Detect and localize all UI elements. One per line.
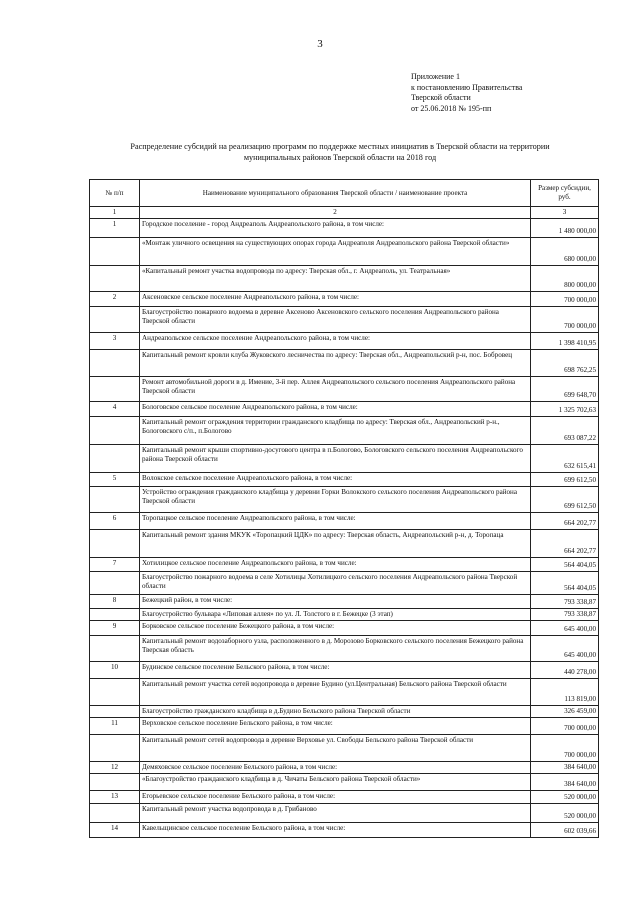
row-number bbox=[90, 350, 140, 377]
row-amount: 793 338,87 bbox=[531, 609, 599, 621]
row-amount: 520 000,00 bbox=[531, 804, 599, 823]
row-name: Ремонт автомобильной дороги в д. Имение, 3-й пер. Аллея Андреапольского сельского поселения Андреапольского района Тверской области bbox=[140, 377, 531, 402]
row-name: Благоустройство гражданского кладбища в д.Будино Бельского района Тверской области bbox=[140, 706, 531, 718]
row-number: 4 bbox=[90, 402, 140, 417]
row-amount: 326 459,00 bbox=[531, 706, 599, 718]
table-row bbox=[90, 791, 599, 804]
table-row bbox=[90, 718, 599, 735]
subsidy-table bbox=[89, 179, 599, 838]
table-row bbox=[90, 774, 599, 791]
row-amount: 699 612,50 bbox=[531, 487, 599, 513]
row-name: «Благоустройство гражданского кладбища в д. Чичаты Бельского района Тверской области» bbox=[140, 774, 531, 791]
row-number: 14 bbox=[90, 823, 140, 838]
appendix-line: к постановлению Правительства bbox=[411, 82, 523, 92]
table-row bbox=[90, 706, 599, 718]
row-amount: 384 640,00 bbox=[531, 774, 599, 791]
row-name: Егорьевское сельское поселение Бельского района, в том числе: bbox=[140, 791, 531, 804]
row-amount: 693 087,22 bbox=[531, 417, 599, 445]
row-number bbox=[90, 804, 140, 823]
row-name: Верховское сельское поселение Бельского района, в том числе: bbox=[140, 718, 531, 735]
row-amount: 699 612,50 bbox=[531, 473, 599, 487]
row-number: 5 bbox=[90, 473, 140, 487]
row-number: 8 bbox=[90, 595, 140, 609]
table-row bbox=[90, 679, 599, 706]
row-number: 3 bbox=[90, 333, 140, 350]
row-name: Торопацкое сельское поселение Андреапольского района, в том числе: bbox=[140, 513, 531, 530]
row-number bbox=[90, 417, 140, 445]
row-amount: 700 000,00 bbox=[531, 718, 599, 735]
table-row bbox=[90, 636, 599, 662]
table-row bbox=[90, 621, 599, 636]
row-amount: 1 480 000,00 bbox=[531, 219, 599, 238]
table-row bbox=[90, 662, 599, 679]
row-number bbox=[90, 636, 140, 662]
appendix-line: Приложение 1 bbox=[411, 72, 460, 81]
table-row bbox=[90, 513, 599, 530]
row-number: 12 bbox=[90, 762, 140, 774]
row-name: Капитальный ремонт участка сетей водопровода в деревне Будино (ул.Центральная) Бельского района Тверской области bbox=[140, 679, 531, 706]
row-number bbox=[90, 487, 140, 513]
table-row bbox=[90, 350, 599, 377]
table-row bbox=[90, 735, 599, 762]
table-row bbox=[90, 558, 599, 572]
row-amount: 700 000,00 bbox=[531, 292, 599, 307]
row-amount: 664 202,77 bbox=[531, 513, 599, 530]
row-amount: 645 400,00 bbox=[531, 621, 599, 636]
row-name: Капитальный ремонт сетей водопровода в деревне Верховье ул. Свободы Бельского района Тверской области bbox=[140, 735, 531, 762]
row-number bbox=[90, 307, 140, 333]
row-name: «Монтаж уличного освещения на существующих опорах города Андреаполя Андреапольского района Тверской области» bbox=[140, 238, 531, 266]
table-body bbox=[90, 219, 599, 838]
row-name: Волокское сельское поселение Андреапольского района, в том числе: bbox=[140, 473, 531, 487]
table-row bbox=[90, 402, 599, 417]
appendix-line: от 25.06.2018 № 195-пп bbox=[411, 103, 492, 113]
table-row bbox=[90, 823, 599, 838]
row-number bbox=[90, 445, 140, 473]
row-name: Бологовское сельское поселение Андреапольского района, в том числе: bbox=[140, 402, 531, 417]
row-name: «Капитальный ремонт участка водопровода по адресу: Тверская обл., г. Андреаполь, ул. Театральная» bbox=[140, 266, 531, 292]
row-name: Демяховское сельское поселение Бельского района, в том числе: bbox=[140, 762, 531, 774]
table-row bbox=[90, 266, 599, 292]
table-index-row bbox=[90, 207, 599, 219]
row-name: Устройство ограждения гражданского кладбища у деревни Горки Волокского сельского поселения Андреапольского района Тверской области bbox=[140, 487, 531, 513]
row-amount: 698 762,25 bbox=[531, 350, 599, 377]
row-number: 7 bbox=[90, 558, 140, 572]
table-row bbox=[90, 530, 599, 558]
row-name: Капитальный ремонт ограждения территории гражданского кладбища по адресу: Тверская обл., Андреапольский р-н., Бологовского с/п., п.Бологово bbox=[140, 417, 531, 445]
row-amount: 645 400,00 bbox=[531, 636, 599, 662]
row-amount: 564 404,05 bbox=[531, 558, 599, 572]
row-number: 9 bbox=[90, 621, 140, 636]
appendix-line: Тверской области bbox=[411, 93, 471, 102]
row-number: 10 bbox=[90, 662, 140, 679]
row-number bbox=[90, 530, 140, 558]
row-name: Капитальный ремонт участка водопровода в д. Грибаново bbox=[140, 804, 531, 823]
table-row bbox=[90, 595, 599, 609]
row-number bbox=[90, 735, 140, 762]
row-name: Бежецкий район, в том числе: bbox=[140, 595, 531, 609]
row-name: Капитальный ремонт водозаборного узла, расположенного в д. Морозово Борковского сельского поселения Бежецкого района Тверская область bbox=[140, 636, 531, 662]
header-number: № п/п bbox=[90, 180, 140, 207]
row-name: Будинское сельское поселение Бельского района, в том числе: bbox=[140, 662, 531, 679]
row-amount: 793 338,87 bbox=[531, 595, 599, 609]
table-header-row bbox=[90, 180, 599, 207]
index-cell: 2 bbox=[140, 207, 531, 219]
table-row bbox=[90, 417, 599, 445]
row-name: Капитальный ремонт крыши спортивно-досугового центра в п.Бологово, Бологовского сельского поселения Андреапольского района Тверской области bbox=[140, 445, 531, 473]
table-row bbox=[90, 804, 599, 823]
row-number: 2 bbox=[90, 292, 140, 307]
index-cell: 3 bbox=[531, 207, 599, 219]
row-name: Аксеновское сельское поселение Андреапольского района, в том числе: bbox=[140, 292, 531, 307]
row-amount: 800 000,00 bbox=[531, 266, 599, 292]
table-row bbox=[90, 307, 599, 333]
row-amount: 520 000,00 bbox=[531, 791, 599, 804]
row-name: Кавельщинское сельское поселение Бельского района, в том числе: bbox=[140, 823, 531, 838]
row-number: 13 bbox=[90, 791, 140, 804]
table-row bbox=[90, 609, 599, 621]
appendix-block bbox=[411, 72, 522, 114]
table-row bbox=[90, 238, 599, 266]
row-amount: 1 398 410,95 bbox=[531, 333, 599, 350]
table-row bbox=[90, 445, 599, 473]
row-amount: 602 039,66 bbox=[531, 823, 599, 838]
row-number bbox=[90, 266, 140, 292]
row-number bbox=[90, 238, 140, 266]
row-amount: 564 404,05 bbox=[531, 572, 599, 595]
row-name: Борковское сельское поселение Бежецкого района, в том числе: bbox=[140, 621, 531, 636]
table-row bbox=[90, 487, 599, 513]
row-amount: 440 278,00 bbox=[531, 662, 599, 679]
row-name: Городское поселение - город Андреаполь Андреапольского района, в том числе: bbox=[140, 219, 531, 238]
table-row bbox=[90, 292, 599, 307]
header-name: Наименование муниципального образования Тверской области / наименование проекта bbox=[140, 180, 531, 207]
row-name: Капитальный ремонт здания МКУК «Торопацкий ЦДК» по адресу: Тверская область, Андреапольский р-н, д. Торопаца bbox=[140, 530, 531, 558]
row-amount: 699 648,70 bbox=[531, 377, 599, 402]
row-amount: 680 000,00 bbox=[531, 238, 599, 266]
table-row bbox=[90, 762, 599, 774]
title-line: Распределение субсидий на реализацию программ по поддержке местных инициатив в Тверской области на территории bbox=[130, 142, 550, 151]
row-amount: 664 202,77 bbox=[531, 530, 599, 558]
row-name: Хотилицкое сельское поселение Андреапольского района, в том числе: bbox=[140, 558, 531, 572]
table-row bbox=[90, 377, 599, 402]
row-name: Андреапольское сельское поселение Андреапольского района, в том числе: bbox=[140, 333, 531, 350]
row-number bbox=[90, 572, 140, 595]
row-number: 11 bbox=[90, 718, 140, 735]
header-amount: Размер субсидии, руб. bbox=[531, 180, 599, 207]
row-number bbox=[90, 377, 140, 402]
row-amount: 700 000,00 bbox=[531, 307, 599, 333]
row-number bbox=[90, 609, 140, 621]
row-name: Благоустройство пожарного водоема в селе Хотилицы Хотилицкого сельского поселения Андреапольского района Тверской области bbox=[140, 572, 531, 595]
row-number bbox=[90, 774, 140, 791]
row-name: Капитальный ремонт кровли клуба Жуковского лесничества по адресу: Тверская обл., Андреапольский р-н, пос. Бобровец bbox=[140, 350, 531, 377]
row-amount: 632 615,41 bbox=[531, 445, 599, 473]
row-number: 6 bbox=[90, 513, 140, 530]
table-row bbox=[90, 473, 599, 487]
document-title bbox=[100, 142, 580, 163]
title-line: муниципальных районов Тверской области на 2018 год bbox=[243, 152, 437, 162]
row-number bbox=[90, 679, 140, 706]
row-name: Благоустройство бульвара «Липовая аллея» по ул. Л. Толстого в г. Бежецке (3 этап) bbox=[140, 609, 531, 621]
row-number: 1 bbox=[90, 219, 140, 238]
row-amount: 700 000,00 bbox=[531, 735, 599, 762]
table-row bbox=[90, 219, 599, 238]
table-row bbox=[90, 572, 599, 595]
row-amount: 1 325 702,63 bbox=[531, 402, 599, 417]
row-amount: 113 819,00 bbox=[531, 679, 599, 706]
index-cell: 1 bbox=[90, 207, 140, 219]
row-number bbox=[90, 706, 140, 718]
row-amount: 384 640,00 bbox=[531, 762, 599, 774]
table-row bbox=[90, 333, 599, 350]
row-name: Благоустройство пожарного водоема в деревне Аксеново Аксеновского сельского поселения Андреапольского района Тверской области bbox=[140, 307, 531, 333]
page-number: 3 bbox=[317, 38, 323, 50]
